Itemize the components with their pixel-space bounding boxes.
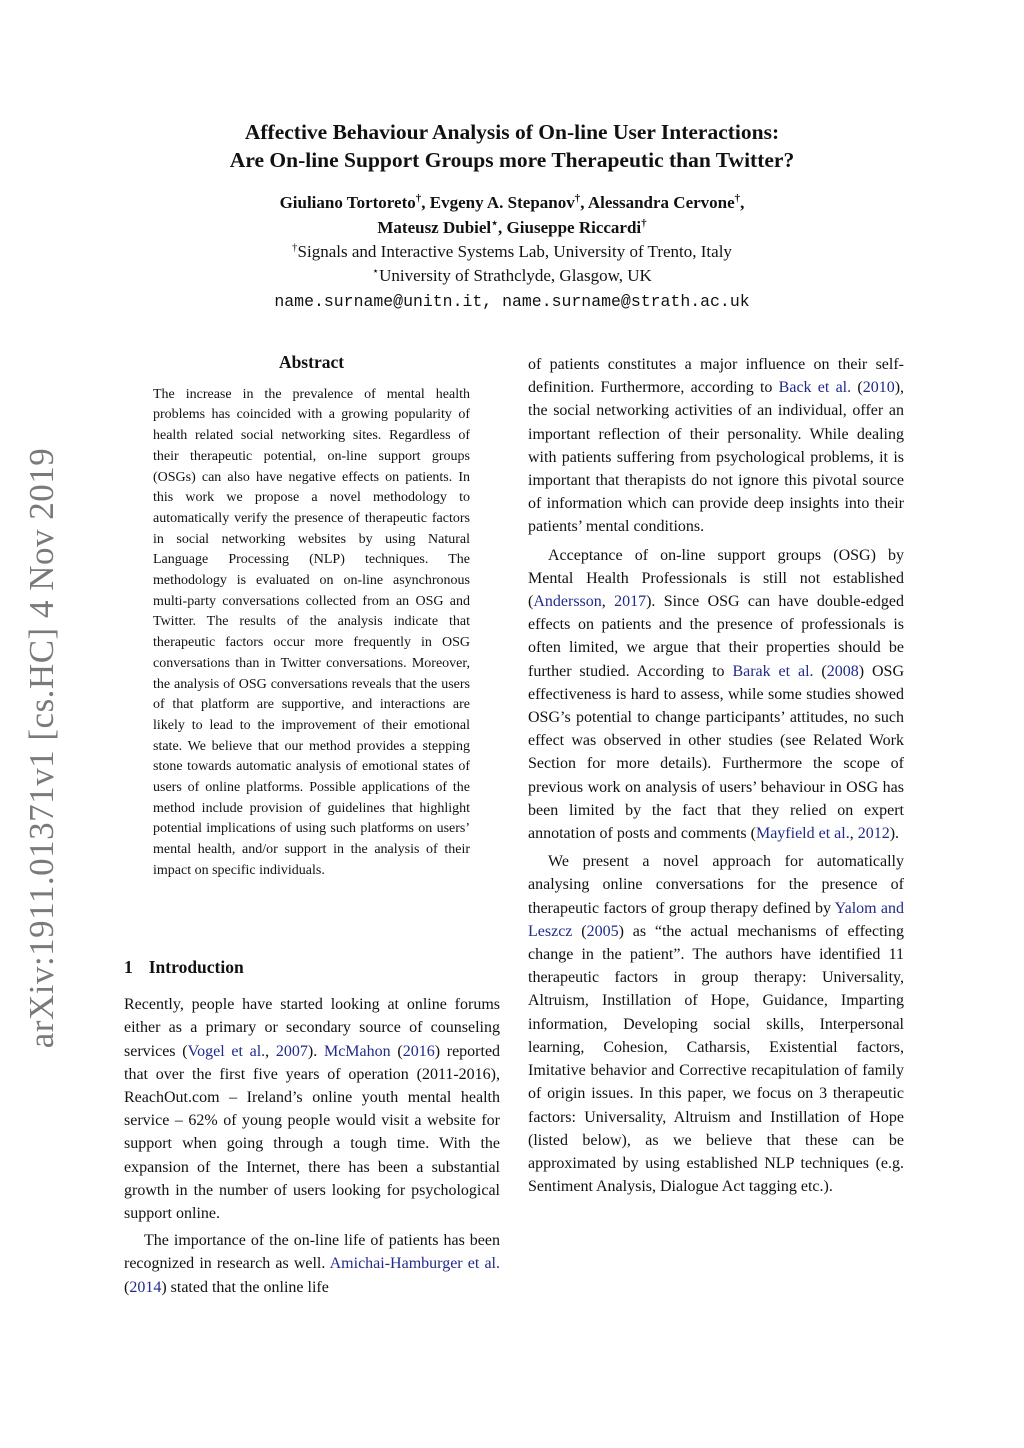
dagger-mark: †	[292, 241, 298, 254]
introduction-section	[124, 956, 500, 1299]
citation-year-link[interactable]: 2008	[826, 662, 859, 680]
citation-year-link[interactable]: 2017	[614, 593, 647, 611]
citation-year-link[interactable]: 2010	[862, 379, 895, 397]
text: ), the social networking activities of an individual, offer an important reflection of their personality. While dealing with patients suffering from psychological problems, it is important that therapists do not ignore this pivotal source of information which can provide deep insights into their patients’ mental conditions.	[528, 379, 905, 536]
author-stepanov: Evgeny A. Stepanov	[429, 193, 575, 212]
author-tortoreto: Giuliano Tortoreto	[279, 193, 416, 212]
author-riccardi: Giuseppe Riccardi	[506, 218, 642, 237]
text: of patients constitutes a major influence on their self-definition. Furthermore, according to	[528, 356, 904, 397]
author-line-2	[0, 215, 1024, 240]
citation-link[interactable]: Andersson	[533, 593, 602, 611]
citation-year-link[interactable]: 2012	[857, 825, 890, 843]
citation-link[interactable]: McMahon	[323, 1042, 391, 1060]
section-number: 1	[124, 957, 133, 977]
text: ).	[889, 825, 900, 843]
text: (	[851, 379, 863, 397]
arxiv-identifier: arXiv:1911.01371v1 [cs.HC] 4 Nov 2019	[22, 447, 62, 1049]
dagger-mark: †	[574, 192, 581, 205]
text: ) stated that the online life	[161, 1278, 329, 1296]
citation-link[interactable]: Vogel et al.	[187, 1042, 266, 1060]
abstract-text: The increase in the prevalence of mental health problems has coincided with a growing popularity of health related social networking sites. Regardless of their therapeutic potential, on-line support groups (OSGs) can also have negative effects on patients. In this work we propose a novel methodology to automatically verify the presence of therapeutic factors in social networking websites by using Natural Language Processing (NLP) techniques. The methodology is evaluated on on-line asynchronous multi-party conversations collected from an OSG and Twitter. The results of the analysis indicate that therapeutic factors occur more frequently in OSG conversations than in Twitter conversations. Moreover, the analysis of OSG conversations reveals that the users of that platform are supportive, and interactions are likely to lead to the improvement of their emotional state. We believe that our method provides a stepping stone towards automatic analysis of emotional states of users of online platforms. Possible applications of the method include provision of guidelines that highlight potential implications of using such platforms on users’ mental health, and/or support in the analysis of their impact on specific individuals.	[153, 386, 470, 878]
affiliation-trento	[0, 240, 1024, 264]
separator: ,	[498, 218, 507, 237]
text: The importance of the on-line life of patients has been recognized in research as well.	[124, 1232, 500, 1273]
affiliation-strathclyde	[0, 264, 1024, 288]
text: ) OSG effectiveness is hard to assess, while some studies showed OSG’s potential to change participants’ attitudes, no such effect was observed in other studies (see Related Work Section for more details). Furthermore the scope of previous work on analysis of users’ behaviour in OSG has been limited by the fact that they relied on expert annotation of posts and comments (	[528, 662, 904, 843]
author-cervone: Alessandra Cervone	[587, 193, 735, 212]
citation-link[interactable]: Back et al.	[778, 379, 852, 397]
star-mark: ⋆	[491, 217, 499, 230]
intro-paragraph-2	[124, 1229, 500, 1299]
text: (	[390, 1042, 403, 1060]
text: ,	[849, 825, 858, 843]
text: ) reported that over the first five years of operation (2011-2016), ReachOut.com – Ireland’s online youth mental health service – 62% of young people would visit a website for support when going through a tough time. With the expansion of the Internet, there has been a substantial growth in the number of users looking for psychological support online.	[124, 1042, 501, 1223]
author-line-1	[0, 190, 1024, 215]
text: ). Since OSG can have double-edged effects on patients and the presence of professionals is often limited, we argue that their properties should be further studied. According to	[528, 593, 904, 680]
citation-link[interactable]: Barak et al.	[732, 662, 814, 680]
star-mark: ⋆	[372, 265, 380, 278]
right-paragraph-1	[528, 353, 904, 539]
citation-link[interactable]: Mayfield et al.	[755, 825, 850, 843]
author-dubiel: Mateusz Dubiel	[377, 218, 492, 237]
text: Acceptance of on-line support groups (OSG) by Mental Health Professionals is still not established (	[528, 546, 904, 611]
citation-link[interactable]: Amichai-Hamburger et al.	[329, 1255, 500, 1273]
dagger-mark: †	[734, 192, 741, 205]
author-list	[0, 190, 1024, 240]
text: ).	[307, 1042, 324, 1060]
text: (	[813, 662, 827, 680]
right-paragraph-3	[528, 850, 904, 1198]
dagger-mark: †	[641, 217, 647, 230]
text: Recently, people have started looking at online forums either as a primary or secondary source of counseling services (	[124, 996, 500, 1060]
section-title: Introduction	[148, 957, 244, 977]
separator: ,	[580, 193, 588, 212]
paper-title	[0, 118, 1024, 174]
section-heading	[124, 956, 500, 979]
abstract-section	[153, 352, 470, 882]
citation-link[interactable]: Yalom and Leszcz	[528, 899, 904, 940]
author-emails: name.surname@unitn.it, name.surname@strath.ac.uk	[274, 292, 750, 311]
citation-year-link[interactable]: 2016	[402, 1042, 435, 1060]
right-paragraph-2	[528, 544, 904, 846]
dagger-mark: †	[415, 192, 422, 205]
affiliation-trento-text: Signals and Interactive Systems Lab, University of Trento, Italy	[297, 242, 732, 261]
text: ,	[601, 593, 615, 611]
separator: ,	[421, 193, 430, 212]
title-line-1: Affective Behaviour Analysis of On-line User Interactions:	[244, 120, 780, 144]
text: We present a novel approach for automatically analysing online conversations for the presence of therapeutic factors of group therapy defined by	[528, 853, 904, 917]
text: ) as “the actual mechanisms of effecting change in the patient”. The authors have identified 11 therapeutic factors in group therapy: Universality, Altruism, Instillation of Hope, Guidance, Imparting information, Developing social skills, Interpersonal learning, Cohesion, Catharsis, Existential factors, Imitative behavior and Corrective recapitulation of family of origin issues. In this paper, we focus on 3 therapeutic factors: Universality, Altruism and Instillation of Hope (listed below), as we believe that these can be approximated by using established NLP techniques (e.g. Sentiment Analysis, Dialogue Act tagging etc.).	[528, 922, 905, 1196]
title-line-2: Are On-line Support Groups more Therapeutic than Twitter?	[229, 148, 795, 172]
text: (	[572, 922, 587, 940]
citation-year-link[interactable]: 2007	[275, 1042, 308, 1060]
text: (	[124, 1278, 130, 1296]
citation-year-link[interactable]: 2005	[586, 922, 619, 940]
separator: ,	[740, 193, 745, 212]
citation-year-link[interactable]: 2014	[129, 1278, 162, 1296]
text: ,	[265, 1042, 276, 1060]
right-column	[528, 353, 904, 1198]
intro-paragraph-1	[124, 993, 500, 1225]
affiliation-strathclyde-text: University of Strathclyde, Glasgow, UK	[379, 266, 652, 285]
arxiv-watermark	[14, 447, 70, 1049]
abstract-heading: Abstract	[278, 352, 345, 372]
affiliations	[0, 240, 1024, 288]
